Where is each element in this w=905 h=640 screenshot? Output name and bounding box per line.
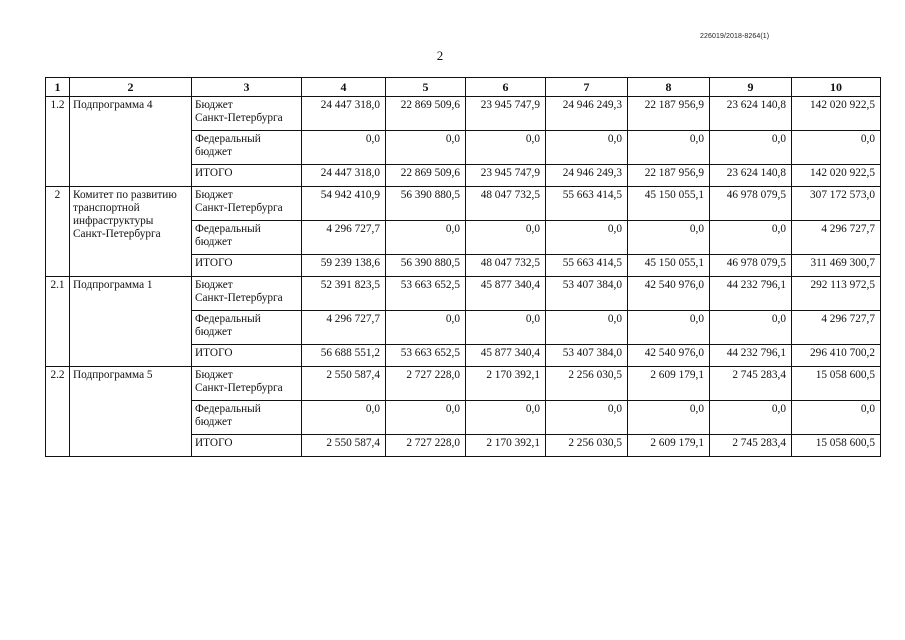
amount-cell: 0,0 bbox=[628, 311, 710, 345]
amount-cell: 15 058 600,5 bbox=[792, 367, 881, 401]
budget-table bbox=[45, 77, 881, 457]
amount-cell: 2 550 587,4 bbox=[302, 435, 386, 457]
program-name: Комитет по развитию транспортной инфраструктуры Санкт-Петербурга bbox=[70, 187, 192, 277]
amount-cell: 0,0 bbox=[792, 131, 881, 165]
program-name: Подпрограмма 4 bbox=[70, 97, 192, 187]
funding-source: Федеральный бюджет bbox=[192, 311, 302, 345]
amount-cell: 44 232 796,1 bbox=[710, 345, 792, 367]
funding-source: Федеральный бюджет bbox=[192, 131, 302, 165]
column-header: 7 bbox=[546, 78, 628, 97]
amount-cell: 2 170 392,1 bbox=[466, 367, 546, 401]
amount-cell: 0,0 bbox=[386, 311, 466, 345]
funding-source: Бюджет Санкт-Петербурга bbox=[192, 187, 302, 221]
page-number: 2 bbox=[436, 48, 444, 63]
amount-cell: 56 390 880,5 bbox=[386, 187, 466, 221]
amount-cell: 142 020 922,5 bbox=[792, 165, 881, 187]
funding-source: ИТОГО bbox=[192, 345, 302, 367]
column-header: 5 bbox=[386, 78, 466, 97]
column-header: 9 bbox=[710, 78, 792, 97]
amount-cell: 48 047 732,5 bbox=[466, 255, 546, 277]
column-header: 2 bbox=[70, 78, 192, 97]
amount-cell: 2 256 030,5 bbox=[546, 435, 628, 457]
amount-cell: 0,0 bbox=[710, 221, 792, 255]
amount-cell: 45 150 055,1 bbox=[628, 255, 710, 277]
amount-cell: 0,0 bbox=[466, 131, 546, 165]
document-code: 226019/2018-8264(1) bbox=[700, 33, 770, 40]
amount-cell: 22 869 509,6 bbox=[386, 165, 466, 187]
amount-cell: 48 047 732,5 bbox=[466, 187, 546, 221]
program-name: Подпрограмма 5 bbox=[70, 367, 192, 457]
funding-source: Бюджет Санкт-Петербурга bbox=[192, 367, 302, 401]
amount-cell: 0,0 bbox=[628, 221, 710, 255]
amount-cell: 24 447 318,0 bbox=[302, 97, 386, 131]
amount-cell: 0,0 bbox=[466, 221, 546, 255]
amount-cell: 0,0 bbox=[546, 221, 628, 255]
amount-cell: 22 187 956,9 bbox=[628, 97, 710, 131]
column-header: 1 bbox=[46, 78, 70, 97]
funding-source: Федеральный бюджет bbox=[192, 401, 302, 435]
amount-cell: 2 727 228,0 bbox=[386, 435, 466, 457]
amount-cell: 0,0 bbox=[386, 131, 466, 165]
amount-cell: 24 946 249,3 bbox=[546, 97, 628, 131]
amount-cell: 2 745 283,4 bbox=[710, 435, 792, 457]
amount-cell: 54 942 410,9 bbox=[302, 187, 386, 221]
amount-cell: 0,0 bbox=[302, 401, 386, 435]
table-row bbox=[46, 277, 881, 311]
amount-cell: 2 550 587,4 bbox=[302, 367, 386, 401]
amount-cell: 0,0 bbox=[386, 401, 466, 435]
amount-cell: 4 296 727,7 bbox=[302, 221, 386, 255]
amount-cell: 0,0 bbox=[628, 401, 710, 435]
amount-cell: 44 232 796,1 bbox=[710, 277, 792, 311]
funding-source: Бюджет Санкт-Петербурга bbox=[192, 97, 302, 131]
amount-cell: 45 877 340,4 bbox=[466, 345, 546, 367]
amount-cell: 42 540 976,0 bbox=[628, 277, 710, 311]
amount-cell: 0,0 bbox=[466, 311, 546, 345]
amount-cell: 307 172 573,0 bbox=[792, 187, 881, 221]
table-row bbox=[46, 187, 881, 221]
table-body bbox=[46, 97, 881, 457]
amount-cell: 4 296 727,7 bbox=[302, 311, 386, 345]
amount-cell: 142 020 922,5 bbox=[792, 97, 881, 131]
amount-cell: 42 540 976,0 bbox=[628, 345, 710, 367]
amount-cell: 0,0 bbox=[710, 311, 792, 345]
amount-cell: 23 624 140,8 bbox=[710, 165, 792, 187]
column-header: 8 bbox=[628, 78, 710, 97]
table-row bbox=[46, 367, 881, 401]
row-number: 2.2 bbox=[46, 367, 70, 457]
column-header: 3 bbox=[192, 78, 302, 97]
amount-cell: 23 624 140,8 bbox=[710, 97, 792, 131]
amount-cell: 2 745 283,4 bbox=[710, 367, 792, 401]
amount-cell: 0,0 bbox=[710, 401, 792, 435]
amount-cell: 59 239 138,6 bbox=[302, 255, 386, 277]
amount-cell: 2 609 179,1 bbox=[628, 367, 710, 401]
amount-cell: 23 945 747,9 bbox=[466, 97, 546, 131]
amount-cell: 4 296 727,7 bbox=[792, 311, 881, 345]
amount-cell: 45 150 055,1 bbox=[628, 187, 710, 221]
amount-cell: 55 663 414,5 bbox=[546, 187, 628, 221]
table-row bbox=[46, 97, 881, 131]
funding-source: ИТОГО bbox=[192, 255, 302, 277]
column-header: 4 bbox=[302, 78, 386, 97]
amount-cell: 0,0 bbox=[302, 131, 386, 165]
funding-source: ИТОГО bbox=[192, 435, 302, 457]
amount-cell: 296 410 700,2 bbox=[792, 345, 881, 367]
amount-cell: 2 609 179,1 bbox=[628, 435, 710, 457]
amount-cell: 45 877 340,4 bbox=[466, 277, 546, 311]
amount-cell: 292 113 972,5 bbox=[792, 277, 881, 311]
column-header: 10 bbox=[792, 78, 881, 97]
program-name: Подпрограмма 1 bbox=[70, 277, 192, 367]
amount-cell: 0,0 bbox=[546, 131, 628, 165]
column-number-row bbox=[46, 78, 881, 97]
amount-cell: 0,0 bbox=[466, 401, 546, 435]
amount-cell: 46 978 079,5 bbox=[710, 255, 792, 277]
amount-cell: 0,0 bbox=[628, 131, 710, 165]
amount-cell: 311 469 300,7 bbox=[792, 255, 881, 277]
amount-cell: 2 727 228,0 bbox=[386, 367, 466, 401]
amount-cell: 2 170 392,1 bbox=[466, 435, 546, 457]
amount-cell: 53 407 384,0 bbox=[546, 345, 628, 367]
row-number: 2.1 bbox=[46, 277, 70, 367]
row-number: 1.2 bbox=[46, 97, 70, 187]
funding-source: Федеральный бюджет bbox=[192, 221, 302, 255]
funding-source: ИТОГО bbox=[192, 165, 302, 187]
amount-cell: 2 256 030,5 bbox=[546, 367, 628, 401]
amount-cell: 46 978 079,5 bbox=[710, 187, 792, 221]
amount-cell: 0,0 bbox=[546, 401, 628, 435]
column-header: 6 bbox=[466, 78, 546, 97]
amount-cell: 56 390 880,5 bbox=[386, 255, 466, 277]
amount-cell: 53 663 652,5 bbox=[386, 345, 466, 367]
amount-cell: 53 407 384,0 bbox=[546, 277, 628, 311]
amount-cell: 0,0 bbox=[386, 221, 466, 255]
amount-cell: 0,0 bbox=[792, 401, 881, 435]
amount-cell: 55 663 414,5 bbox=[546, 255, 628, 277]
amount-cell: 22 187 956,9 bbox=[628, 165, 710, 187]
amount-cell: 24 447 318,0 bbox=[302, 165, 386, 187]
funding-source: Бюджет Санкт-Петербурга bbox=[192, 277, 302, 311]
amount-cell: 24 946 249,3 bbox=[546, 165, 628, 187]
amount-cell: 23 945 747,9 bbox=[466, 165, 546, 187]
row-number: 2 bbox=[46, 187, 70, 277]
amount-cell: 0,0 bbox=[546, 311, 628, 345]
amount-cell: 53 663 652,5 bbox=[386, 277, 466, 311]
amount-cell: 4 296 727,7 bbox=[792, 221, 881, 255]
amount-cell: 22 869 509,6 bbox=[386, 97, 466, 131]
amount-cell: 0,0 bbox=[710, 131, 792, 165]
amount-cell: 52 391 823,5 bbox=[302, 277, 386, 311]
amount-cell: 15 058 600,5 bbox=[792, 435, 881, 457]
amount-cell: 56 688 551,2 bbox=[302, 345, 386, 367]
